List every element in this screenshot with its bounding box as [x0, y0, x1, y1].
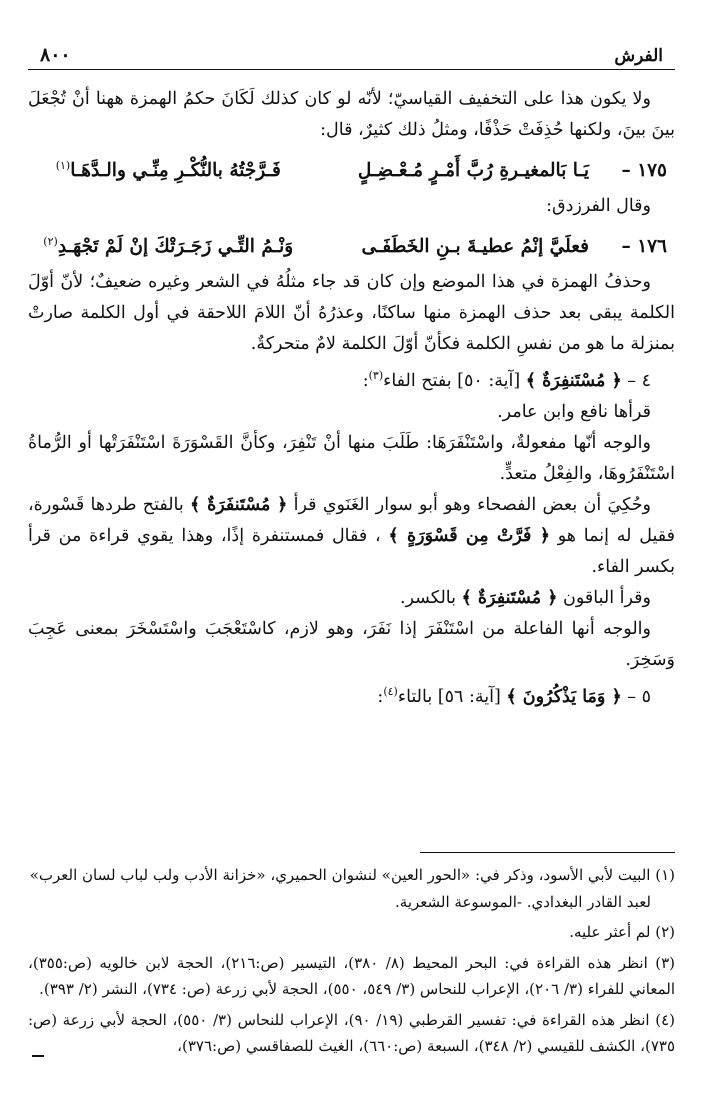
footnote-3: (٣) انظر هذه القراءة في: البحر المحيط (٨/ ٣٨٠)، التيسير (ص:٢١٦)، الحجة لابن خالويه (ص:٣٥٥)، المعاني للفراء (٣/ ٢٠٦)، الإعراب للنحاس (٣/ ٥٤٩، ٥٥٠)، الحجة لأبي زرعة (ص: ٧٣٤)، النشر (٢/ ٣٩٣). [28, 953, 675, 998]
item-4: ٤ – ﴿ مُسْتَنفِرَةٌ ﴾ [آية: ٥٠] بفتح الفاء$^{(٣)}$: [362, 369, 651, 392]
paragraph-6: وقرأ الباقون ﴿ مُسْتَنفِرَةٌ ﴾ بالكسر. [399, 588, 651, 609]
page-number: ٨٠٠ [40, 44, 71, 66]
footnotes [28, 862, 675, 1060]
verse-hemistich-2: فَـرَّجْتُهُ بالنُّكْـرِ مِنِّـي والـدَّهَـا$^{(١)}$ [55, 159, 281, 182]
footnote-1: (١) البيت لأبي الأسود، وذكر في: «الحور العين» لنشوان الحميري، «خزانة الأدب ولب لباب لسان العرب» [29, 866, 675, 884]
footnote-ref: (٤) [383, 685, 398, 699]
paragraph-3: قرأها نافع وابن عامر. [497, 402, 651, 423]
verse-hemistich-2: وَنْـمُ التِّـي زَجَـرَتْكَ إنْ لَمْ تَجْهَـدِ$^{(٢)}$ [43, 235, 294, 258]
footnote-4: (٤) انظر هذه القراءة في: تفسير القرطبي (١٩/ ٩٠)، الإعراب للنحاس (٣/ ٥٥٠)، الحجة لأبي زرعة (ص: ٧٣٥)، الكشف للقيسي (٢/ ٣٤٨)، السبعة (ص:٦٦٠)، الغيث للصفاقسي (ص:٣٧٦)، [28, 1010, 675, 1055]
footnote-ref: (٣) [368, 369, 384, 383]
verse-number: ١٧٦ – [621, 236, 667, 258]
running-header [28, 44, 675, 70]
footnote-2: (٢) لم أعثر عليه. [569, 923, 675, 941]
verse-175 [28, 148, 675, 189]
footnote-ref: (٢) [43, 235, 58, 249]
footnote-divider [420, 852, 675, 853]
item-5: ٥ – ﴿ وَمَا يَذْكُرُونَ ﴾ [آية: ٥٦] بالتاء$^{(٤)}$: [377, 685, 651, 707]
paragraph-5: وحُكِيَ أن بعض الفصحاء وهو أبو سوار الغَنَوي قرأ ﴿ مُسْتَنفَرَةٌ ﴾ بالفتح طردها قَسْورة، فقيل له إنما هو ﴿ فَرَّتْ مِن قَسْوَرَةٍ ﴾ ، فقال فمستنفرة إذًا، وهذا يقوي قراءة من قرأ بكسر الفاء. [28, 495, 675, 578]
paragraph-7: والوجه أنها الفاعلة من اسْتَنْفَرَ إذا نَفَرَ، وهو لازم، كاسْتَعْجَبَ واسْتَسْخَرَ بمعنى عَجِبَ وَسَخِرَ. [28, 619, 675, 671]
main-text [28, 84, 675, 713]
farazdaq-line: وقال الفرزدق: [546, 196, 651, 217]
verse-hemistich-1: فعلَيَّ إنْمُ عطيـةَ بـنِ الخَطَفَـى [361, 236, 589, 258]
verse-hemistich-1: يَـا بَالمغيـرةِ رُبَّ أَمْـرٍ مُـعْـضِـلٍ [357, 160, 589, 182]
paragraph-2: وحذفُ الهمزة في هذا الموضع وإن كان قد جاء مثلُهُ في الشعر وغيره ضعيفٌ؛ لأنّ أوّلَ الكلمة يبقى بعد حذف الهمزة منها ساكنًا، وعذرُهُ أنّ اللامَ اللاحقة في أول الكلمة صارتْ بمنزلة ما هو من نفسِ الكلمة فكأنّ أوّلَ الكلمة لامٌ متحركةٌ. [28, 272, 675, 355]
verse-number: ١٧٥ – [621, 160, 667, 182]
page [28, 44, 675, 1099]
quran-quote: ﴿ مُسْتَنفَرَةٌ ﴾ [190, 495, 288, 516]
paragraph-4: والوجه أنّها مفعولةٌ، واسْتَنْفَرَهَا: طَلَبَ منها أنْ تَنْفِرَ، وكأنَّ القَسْوَرَةَ اسْتَنْفَرَتْها أو الرُّماةُ اسْتَنْفَرُوهَا، والفِعْلُ متعدٍّ. [28, 433, 675, 485]
verse-176 [28, 224, 675, 265]
quran-quote: ﴿ وَمَا يَذْكُرُونَ ﴾ [506, 686, 622, 707]
quran-quote: ﴿ مُسْتَنفِرَةٌ ﴾ [525, 371, 622, 392]
quran-quote: ﴿ مُسْتَنفِرَةٌ ﴾ [461, 588, 558, 609]
quran-quote: ﴿ فَرَّتْ مِن قَسْوَرَةٍ ﴾ [388, 526, 550, 547]
footnote-ref: (١) [55, 159, 71, 172]
paragraph-1: ولا يكون هذا على التخفيف القياسيّ؛ لأنّه لو كان كذلك لَكَانَ حكمُ الهمزة ههنا أنْ تُجْعَلَ بينَ بينَ، ولكنها حُذِفَتْ حَذْفًا، ومثلُ ذلك كثيرٌ، قال: [28, 89, 675, 140]
chapter-title: الفرش [614, 46, 663, 66]
footnote-1-continued: لعبد القادر البغدادي. -الموسوعة الشعرية. [395, 892, 651, 911]
continuation-dash [32, 1055, 44, 1057]
